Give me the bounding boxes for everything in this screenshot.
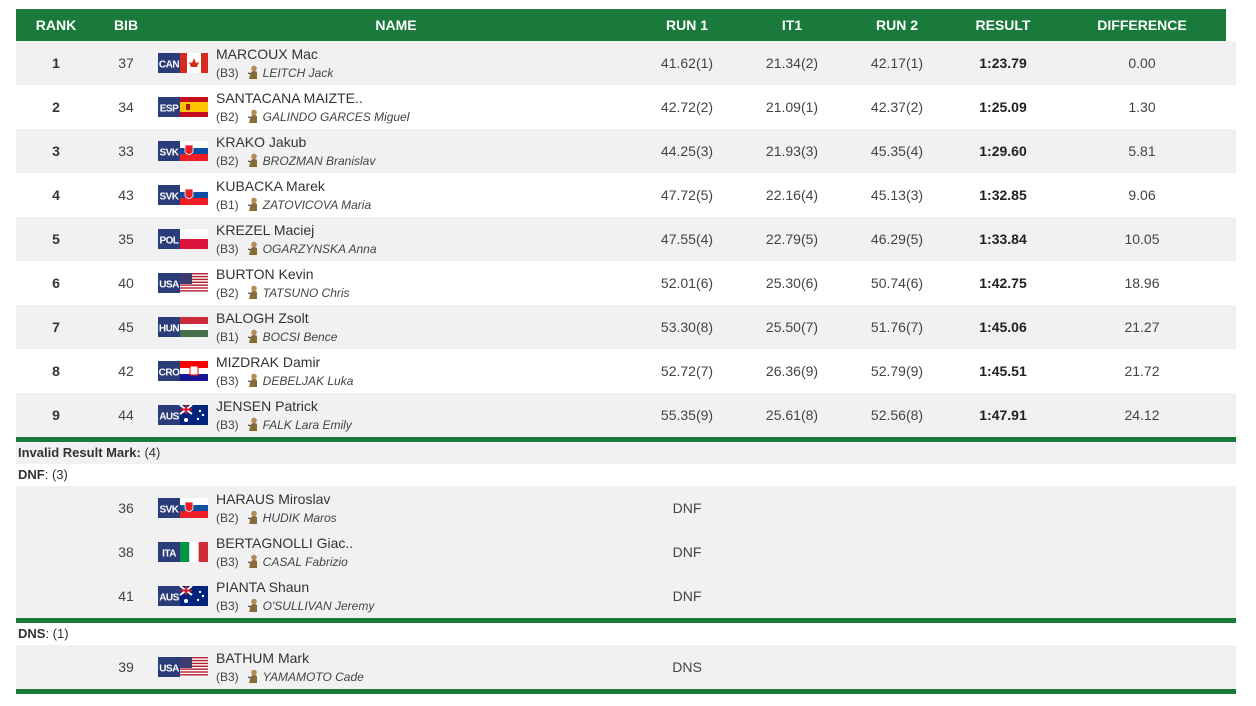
svg-text:SVK: SVK [159, 191, 179, 203]
header-result[interactable]: RESULT [975, 17, 1031, 33]
sport-class: (B1) [216, 330, 239, 344]
run1-cell: 44.25(3) [660, 143, 714, 159]
svg-text:HUN: HUN [158, 323, 180, 335]
header-difference[interactable]: DIFFERENCE [1097, 17, 1187, 33]
rank-cell: 7 [52, 319, 60, 335]
table-row[interactable] [16, 574, 1236, 618]
result-cell: 1:45.51 [979, 363, 1027, 379]
rank-cell: 8 [52, 363, 60, 379]
sport-class: (B3) [216, 599, 239, 613]
guide-name-link[interactable]: BROZMAN Branislav [262, 154, 376, 168]
guide-line [216, 153, 375, 169]
run1-cell: 47.55(4) [660, 231, 714, 247]
table-row[interactable] [16, 486, 1236, 530]
guide-line [216, 197, 371, 213]
bib-cell: 44 [118, 407, 134, 423]
it1-cell: 22.16(4) [765, 187, 819, 203]
guide-icon [247, 598, 259, 612]
flag-svk-icon [158, 141, 208, 161]
svg-text:SVK: SVK [159, 147, 179, 159]
flag-ita-icon [158, 542, 208, 562]
sport-class: (B1) [216, 198, 239, 212]
bib-cell: 43 [118, 187, 134, 203]
guide-line [216, 510, 337, 526]
bib-cell: 35 [118, 231, 134, 247]
run1-cell: 55.35(9) [660, 407, 714, 423]
result-cell: 1:25.09 [979, 99, 1027, 115]
result-cell: 1:42.75 [979, 275, 1027, 291]
header-run1[interactable]: RUN 1 [665, 17, 708, 33]
guide-name-link[interactable]: O'SULLIVAN Jeremy [262, 599, 375, 613]
result-cell: 1:23.79 [979, 55, 1027, 71]
dns-results [16, 645, 1236, 689]
flag-aus-icon [158, 405, 208, 425]
guide-icon [247, 241, 259, 255]
guide-icon [247, 417, 259, 431]
run1-cell: 47.72(5) [660, 187, 714, 203]
dns-count: : (1) [45, 626, 69, 641]
difference-cell: 5.81 [1128, 143, 1156, 159]
header-rank[interactable]: RANK [35, 17, 77, 33]
guide-line [216, 65, 333, 81]
run2-cell: 50.74(6) [870, 275, 924, 291]
flag-hun-icon [158, 317, 208, 337]
table-header [16, 9, 1226, 41]
table-row[interactable] [16, 349, 1236, 393]
guide-icon [247, 669, 259, 683]
flag-can-icon [158, 53, 208, 73]
run2-cell: 52.56(8) [870, 407, 924, 423]
bib-cell: 39 [118, 659, 134, 675]
flag-aus-icon [158, 586, 208, 606]
athlete-name-link[interactable]: KREZEL Maciej [216, 222, 315, 238]
rank-cell: 5 [52, 231, 60, 247]
guide-name-link[interactable]: YAMAMOTO Cade [262, 670, 364, 684]
difference-cell: 21.27 [1124, 319, 1160, 335]
svg-text:POL: POL [159, 235, 179, 247]
guide-name-link[interactable]: HUDIK Maros [262, 511, 337, 525]
athlete-name-link[interactable]: JENSEN Patrick [216, 398, 318, 414]
result-cell: 1:45.06 [979, 319, 1027, 335]
results-table [16, 9, 1236, 694]
run1-cell: 53.30(8) [660, 319, 714, 335]
guide-line [216, 417, 352, 433]
bib-cell: 33 [118, 143, 134, 159]
run2-cell: 52.79(9) [870, 363, 924, 379]
rank-cell: 9 [52, 407, 60, 423]
guide-line [216, 554, 348, 570]
svg-text:SVK: SVK [159, 504, 179, 516]
bib-cell: 34 [118, 99, 134, 115]
status-cell: DNF [672, 500, 702, 516]
it1-cell: 22.79(5) [765, 231, 819, 247]
table-row[interactable] [16, 85, 1236, 129]
guide-line [216, 373, 353, 389]
difference-cell: 21.72 [1124, 363, 1160, 379]
flag-cro-icon [158, 361, 208, 381]
svg-text:CRO: CRO [158, 367, 180, 379]
difference-cell: 0.00 [1128, 55, 1156, 71]
table-row[interactable] [16, 129, 1236, 173]
result-cell: 1:33.84 [979, 231, 1027, 247]
difference-cell: 9.06 [1128, 187, 1156, 203]
bib-cell: 45 [118, 319, 134, 335]
guide-icon [247, 373, 259, 387]
header-it1[interactable]: IT1 [781, 17, 803, 33]
flag-usa-icon [158, 657, 208, 677]
header-run2[interactable]: RUN 2 [875, 17, 918, 33]
result-cell: 1:32.85 [979, 187, 1027, 203]
guide-name-link[interactable]: GALINDO GARCES Miguel [262, 110, 410, 124]
invalid-result-mark [16, 442, 1236, 464]
svg-text:ITA: ITA [162, 548, 176, 560]
table-row[interactable] [16, 217, 1236, 261]
run2-cell: 46.29(5) [870, 231, 924, 247]
bib-cell: 41 [118, 588, 134, 604]
guide-line [216, 669, 364, 685]
result-cell: 1:29.60 [979, 143, 1027, 159]
run1-cell: 52.01(6) [660, 275, 714, 291]
svg-text:USA: USA [159, 279, 179, 291]
flag-esp-icon [158, 97, 208, 117]
bib-cell: 38 [118, 544, 134, 560]
difference-cell: 10.05 [1124, 231, 1160, 247]
flag-svk-icon [158, 185, 208, 205]
dnf-count: : (3) [44, 467, 68, 482]
rank-cell: 4 [52, 187, 60, 203]
guide-line [216, 329, 337, 345]
guide-icon [247, 65, 259, 79]
run2-cell: 42.17(1) [870, 55, 924, 71]
guide-line [216, 241, 377, 257]
result-cell: 1:47.91 [979, 407, 1027, 423]
athlete-name-link[interactable]: BALOGH Zsolt [216, 310, 309, 326]
rank-cell: 2 [52, 99, 60, 115]
guide-icon [247, 109, 259, 123]
section-divider [16, 689, 1236, 694]
it1-cell: 21.93(3) [765, 143, 819, 159]
sport-class: (B3) [216, 418, 239, 432]
athlete-name-link[interactable]: BERTAGNOLLI Giac.. [216, 535, 354, 551]
run1-cell: 52.72(7) [660, 363, 714, 379]
guide-icon [247, 197, 259, 211]
guide-name-link[interactable]: ZATOVICOVA Maria [262, 198, 372, 212]
sport-class: (B3) [216, 66, 239, 80]
table-row[interactable] [16, 261, 1236, 305]
status-cell: DNF [672, 544, 702, 560]
dnf-results [16, 486, 1236, 618]
it1-cell: 21.09(1) [765, 99, 819, 115]
dnf-label: DNF [18, 467, 45, 482]
guide-name-link[interactable]: BOCSI Bence [262, 330, 338, 344]
athlete-name-link[interactable]: SANTACANA MAIZTE.. [216, 90, 363, 106]
bib-cell: 36 [118, 500, 134, 516]
table-row[interactable] [16, 41, 1236, 85]
sport-class: (B3) [216, 242, 239, 256]
sport-class: (B3) [216, 555, 239, 569]
guide-icon [247, 329, 259, 343]
svg-text:USA: USA [159, 663, 179, 675]
athlete-name-link[interactable]: KRAKO Jakub [216, 134, 307, 150]
difference-cell: 24.12 [1124, 407, 1160, 423]
dns-label: DNS [18, 626, 46, 641]
invalid-label: Invalid Result Mark: [18, 445, 141, 460]
rank-cell: 3 [52, 143, 60, 159]
it1-cell: 25.61(8) [765, 407, 819, 423]
svg-text:CAN: CAN [158, 59, 180, 71]
guide-icon [247, 554, 259, 568]
difference-cell: 1.30 [1128, 99, 1156, 115]
rank-cell: 1 [52, 55, 60, 71]
guide-line [216, 109, 409, 125]
invalid-count: (4) [144, 445, 161, 460]
bib-cell: 40 [118, 275, 134, 291]
guide-name-link[interactable]: CASAL Fabrizio [262, 555, 348, 569]
flag-svk-icon [158, 498, 208, 518]
table-row[interactable] [16, 393, 1236, 437]
table-row[interactable] [16, 305, 1236, 349]
dns-heading [16, 623, 1236, 645]
status-cell: DNF [672, 588, 702, 604]
guide-name-link[interactable]: OGARZYNSKA Anna [262, 242, 377, 256]
sport-class: (B3) [216, 670, 239, 684]
sport-class: (B2) [216, 154, 239, 168]
it1-cell: 25.50(7) [765, 319, 819, 335]
dnf-heading [16, 464, 1236, 486]
guide-line [216, 285, 350, 301]
it1-cell: 25.30(6) [765, 275, 819, 291]
run2-cell: 51.76(7) [870, 319, 924, 335]
guide-name-link[interactable]: FALK Lara Emily [262, 418, 352, 432]
athlete-name-link[interactable]: BATHUM Mark [216, 650, 310, 666]
flag-pol-icon [158, 229, 208, 249]
table-row[interactable] [16, 173, 1236, 217]
table-row[interactable] [16, 530, 1236, 574]
guide-line [216, 598, 374, 614]
athlete-name-link[interactable]: MIZDRAK Damir [216, 354, 321, 370]
guide-icon [247, 510, 259, 524]
guide-name-link[interactable]: DEBELJAK Luka [262, 374, 354, 388]
sport-class: (B2) [216, 110, 239, 124]
rank-cell: 6 [52, 275, 60, 291]
guide-name-link[interactable]: TATSUNO Chris [262, 286, 350, 300]
it1-cell: 21.34(2) [765, 55, 819, 71]
run1-cell: 41.62(1) [660, 55, 714, 71]
svg-text:AUS: AUS [159, 592, 179, 604]
ranked-results [16, 41, 1236, 437]
header-bib[interactable]: BIB [113, 17, 139, 33]
athlete-name-link[interactable]: MARCOUX Mac [216, 46, 318, 62]
bib-cell: 42 [118, 363, 134, 379]
status-cell: DNS [672, 659, 702, 675]
run2-cell: 45.35(4) [870, 143, 924, 159]
table-row[interactable] [16, 645, 1236, 689]
header-name[interactable]: NAME [375, 17, 417, 33]
svg-text:ESP: ESP [159, 103, 179, 115]
run2-cell: 42.37(2) [870, 99, 924, 115]
bib-cell: 37 [118, 55, 134, 71]
difference-cell: 18.96 [1124, 275, 1160, 291]
it1-cell: 26.36(9) [765, 363, 819, 379]
sport-class: (B3) [216, 374, 239, 388]
sport-class: (B2) [216, 286, 239, 300]
run1-cell: 42.72(2) [660, 99, 714, 115]
flag-usa-icon [158, 273, 208, 293]
athlete-name-link[interactable]: KUBACKA Marek [216, 178, 325, 194]
guide-icon [247, 285, 259, 299]
athlete-name-link[interactable]: BURTON Kevin [216, 266, 314, 282]
athlete-name-link[interactable]: PIANTA Shaun [216, 579, 310, 595]
svg-text:AUS: AUS [159, 411, 179, 423]
guide-name-link[interactable]: LEITCH Jack [262, 66, 334, 80]
guide-icon [247, 153, 259, 167]
sport-class: (B2) [216, 511, 239, 525]
run2-cell: 45.13(3) [870, 187, 924, 203]
athlete-name-link[interactable]: HARAUS Miroslav [216, 491, 331, 507]
